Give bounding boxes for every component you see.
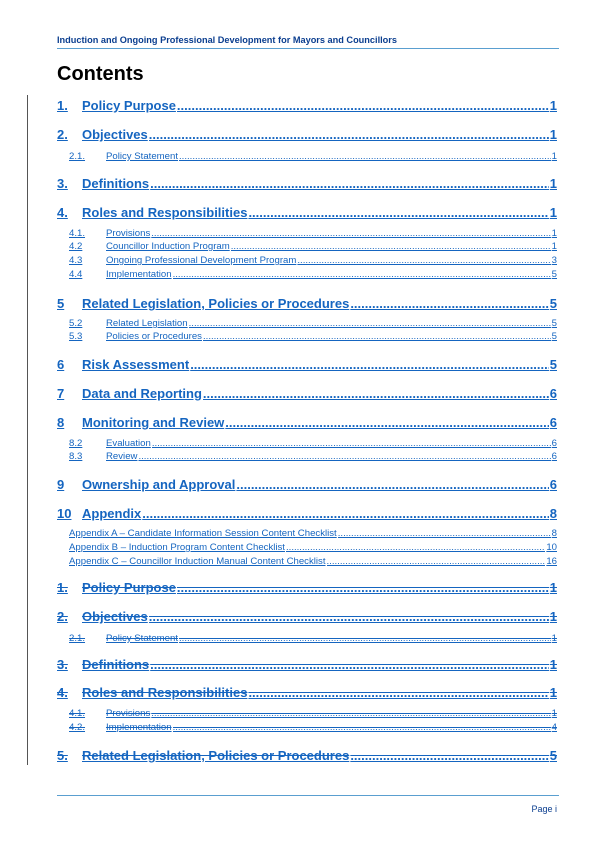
toc-dot-leader <box>173 269 551 280</box>
toc-entry-page: 10 <box>546 542 557 553</box>
toc-entry-number: 5.3 <box>69 331 83 342</box>
toc-entry[interactable] <box>69 438 557 449</box>
toc-dot-leader <box>179 633 551 644</box>
toc-entry[interactable] <box>57 205 557 220</box>
toc-entry-number: 1. <box>57 98 68 113</box>
toc-entry-label: Policies or Procedures <box>106 331 202 342</box>
toc-entry[interactable] <box>69 633 557 644</box>
toc-entry-number: 3. <box>57 176 68 191</box>
toc-dot-leader <box>173 722 551 733</box>
toc-entry-number: 4. <box>57 685 68 700</box>
toc-entry-label: Definitions <box>82 176 150 191</box>
toc-entry-page: 1 <box>549 657 557 672</box>
toc-entry[interactable] <box>57 748 557 763</box>
toc-dot-leader <box>150 176 549 191</box>
toc-dot-leader <box>297 255 550 266</box>
toc-entry-number: 5 <box>57 296 65 311</box>
toc-dot-leader <box>225 415 548 430</box>
toc-entry[interactable] <box>57 657 557 672</box>
toc-dot-leader <box>248 205 548 220</box>
toc-entry[interactable] <box>69 556 557 567</box>
toc-dot-leader <box>190 357 549 372</box>
toc-entry[interactable] <box>57 580 557 595</box>
toc-dot-leader <box>142 506 549 521</box>
toc-dot-leader <box>350 748 548 763</box>
toc-entry-number: 1. <box>57 580 68 595</box>
toc-entry-number: 7 <box>57 386 65 401</box>
toc-entry-label: Definitions <box>82 657 150 672</box>
toc-dot-leader <box>338 528 551 539</box>
toc-entry-page: 1 <box>551 241 557 252</box>
toc-entry[interactable] <box>69 528 557 539</box>
toc-entry-page: 6 <box>551 438 557 449</box>
toc-entry-page: 5 <box>551 331 557 342</box>
toc-entry[interactable] <box>57 127 557 142</box>
toc-entry-label: Policy Statement <box>106 633 178 644</box>
toc-entry-label: Risk Assessment <box>82 357 190 372</box>
toc-dot-leader <box>231 241 551 252</box>
toc-entry-page: 8 <box>549 506 557 521</box>
toc-dot-leader <box>203 331 551 342</box>
toc-entry-number: 2.1. <box>69 151 86 162</box>
toc-entry[interactable] <box>57 357 557 372</box>
toc-entry-page: 1 <box>549 127 557 142</box>
toc-entry-label: Appendix C – Councillor Induction Manual Content Checklist <box>69 556 326 567</box>
toc-dot-leader <box>189 318 551 329</box>
toc-entry-page: 1 <box>551 633 557 644</box>
toc-entry-number: 4.2. <box>69 722 86 733</box>
toc-entry-label: Objectives <box>82 127 148 142</box>
toc-entry-label: Objectives <box>82 609 148 624</box>
toc-dot-leader <box>179 151 551 162</box>
toc-entry-page: 1 <box>549 205 557 220</box>
toc-entry-page: 6 <box>549 477 557 492</box>
toc-entry-number: 4.2 <box>69 241 83 252</box>
toc-entry[interactable] <box>57 176 557 191</box>
toc-entry-number: 5. <box>57 748 68 763</box>
toc-entry[interactable] <box>69 269 557 280</box>
toc-entry-number: 4.4 <box>69 269 83 280</box>
toc-dot-leader <box>151 708 550 719</box>
toc-entry[interactable] <box>69 241 557 252</box>
toc-entry-page: 8 <box>551 528 557 539</box>
toc-entry-label: Related Legislation <box>106 318 188 329</box>
toc-entry-label: Appendix B – Induction Program Content Checklist <box>69 542 285 553</box>
toc-entry[interactable] <box>69 451 557 462</box>
toc-entry[interactable] <box>57 296 557 311</box>
toc-entry-page: 1 <box>549 98 557 113</box>
toc-entry-label: Ongoing Professional Development Program <box>106 255 297 266</box>
toc-dot-leader <box>203 386 549 401</box>
toc-entry-number: 8 <box>57 415 65 430</box>
toc-entry[interactable] <box>69 151 557 162</box>
toc-dot-leader <box>286 542 545 553</box>
toc-dot-leader <box>177 580 549 595</box>
toc-entry-page: 6 <box>549 386 557 401</box>
contents-title: Contents <box>57 63 144 85</box>
toc-entry-number: 5.2 <box>69 318 83 329</box>
toc-dot-leader <box>152 438 551 449</box>
toc-dot-leader <box>149 609 549 624</box>
toc-entry-label: Policy Purpose <box>82 580 176 595</box>
toc-dot-leader <box>327 556 546 567</box>
toc-entry-label: Ownership and Approval <box>82 477 236 492</box>
toc-dot-leader <box>177 98 549 113</box>
page-header: Induction and Ongoing Professional Development for Mayors and Councillors <box>57 35 559 49</box>
toc-entry[interactable] <box>57 609 557 624</box>
toc-entry-page: 1 <box>549 176 557 191</box>
toc-entry-label: Appendix <box>82 506 142 521</box>
toc-entry-number: 6 <box>57 357 65 372</box>
toc-entry-page: 1 <box>549 685 557 700</box>
toc-entry-label: Provisions <box>106 228 151 239</box>
toc-entry-label: Review <box>106 451 138 462</box>
toc-dot-leader <box>150 657 549 672</box>
toc-entry[interactable] <box>57 506 557 521</box>
toc-entry-number: 2. <box>57 609 68 624</box>
toc-entry-number: 4.3 <box>69 255 83 266</box>
toc-entry-page: 3 <box>551 255 557 266</box>
toc-entry-label: Implementation <box>106 269 172 280</box>
toc-entry[interactable] <box>69 318 557 329</box>
toc-entry[interactable] <box>69 542 557 553</box>
toc-dot-leader <box>149 127 549 142</box>
toc-entry-label: Policy Purpose <box>82 98 176 113</box>
toc-entry-page: 5 <box>551 318 557 329</box>
toc-entry-label: Related Legislation, Policies or Procedures <box>82 748 350 763</box>
toc-entry-page: 5 <box>549 357 557 372</box>
toc-entry-label: Policy Statement <box>106 151 178 162</box>
toc-entry-page: 1 <box>551 151 557 162</box>
toc-entry-page: 1 <box>551 708 557 719</box>
toc-entry-label: Roles and Responsibilities <box>82 205 248 220</box>
toc-entry[interactable] <box>69 255 557 266</box>
toc-entry-page: 5 <box>551 269 557 280</box>
toc-entry-label: Appendix A – Candidate Information Session Content Checklist <box>69 528 337 539</box>
footer-rule <box>57 795 559 796</box>
toc-dot-leader <box>350 296 548 311</box>
toc-entry-label: Evaluation <box>106 438 151 449</box>
toc-entry-label: Related Legislation, Policies or Procedures <box>82 296 350 311</box>
toc-entry-page: 1 <box>549 580 557 595</box>
toc-entry[interactable] <box>57 98 557 113</box>
toc-entry[interactable] <box>57 386 557 401</box>
toc-entry-number: 9 <box>57 477 65 492</box>
toc-entry-number: 4. <box>57 205 68 220</box>
toc-entry[interactable] <box>57 415 557 430</box>
toc-entry-page: 5 <box>549 748 557 763</box>
toc-dot-leader <box>248 685 548 700</box>
toc-entry-number: 4.1. <box>69 708 86 719</box>
toc-entry[interactable] <box>57 477 557 492</box>
toc-dot-leader <box>236 477 548 492</box>
toc-entry-page: 1 <box>549 609 557 624</box>
toc-entry-page: 16 <box>546 556 557 567</box>
toc-entry[interactable] <box>69 722 557 733</box>
toc-entry[interactable] <box>57 685 557 700</box>
toc-entry[interactable] <box>69 228 557 239</box>
toc-entry-page: 4 <box>551 722 557 733</box>
toc-entry-number: 8.2 <box>69 438 83 449</box>
toc-entry-number: 10 <box>57 506 72 521</box>
toc-entry-label: Implementation <box>106 722 172 733</box>
toc-entry-label: Roles and Responsibilities <box>82 685 248 700</box>
toc-entry-number: 2.1. <box>69 633 86 644</box>
toc-entry-label: Provisions <box>106 708 151 719</box>
toc-dot-leader <box>138 451 550 462</box>
toc-entry-label: Data and Reporting <box>82 386 202 401</box>
toc-entry[interactable] <box>69 708 557 719</box>
toc-entry-number: 4.1. <box>69 228 86 239</box>
toc-entry-label: Councillor Induction Program <box>106 241 230 252</box>
page-number: Page i <box>531 804 557 814</box>
toc-dot-leader <box>151 228 550 239</box>
toc-entry-page: 6 <box>551 451 557 462</box>
toc-entry-number: 2. <box>57 127 68 142</box>
toc-entry[interactable] <box>69 331 557 342</box>
toc-entry-page: 6 <box>549 415 557 430</box>
toc-entry-number: 8.3 <box>69 451 83 462</box>
toc-entry-label: Monitoring and Review <box>82 415 225 430</box>
toc-entry-number: 3. <box>57 657 68 672</box>
toc-entry-page: 5 <box>549 296 557 311</box>
toc-entry-page: 1 <box>551 228 557 239</box>
